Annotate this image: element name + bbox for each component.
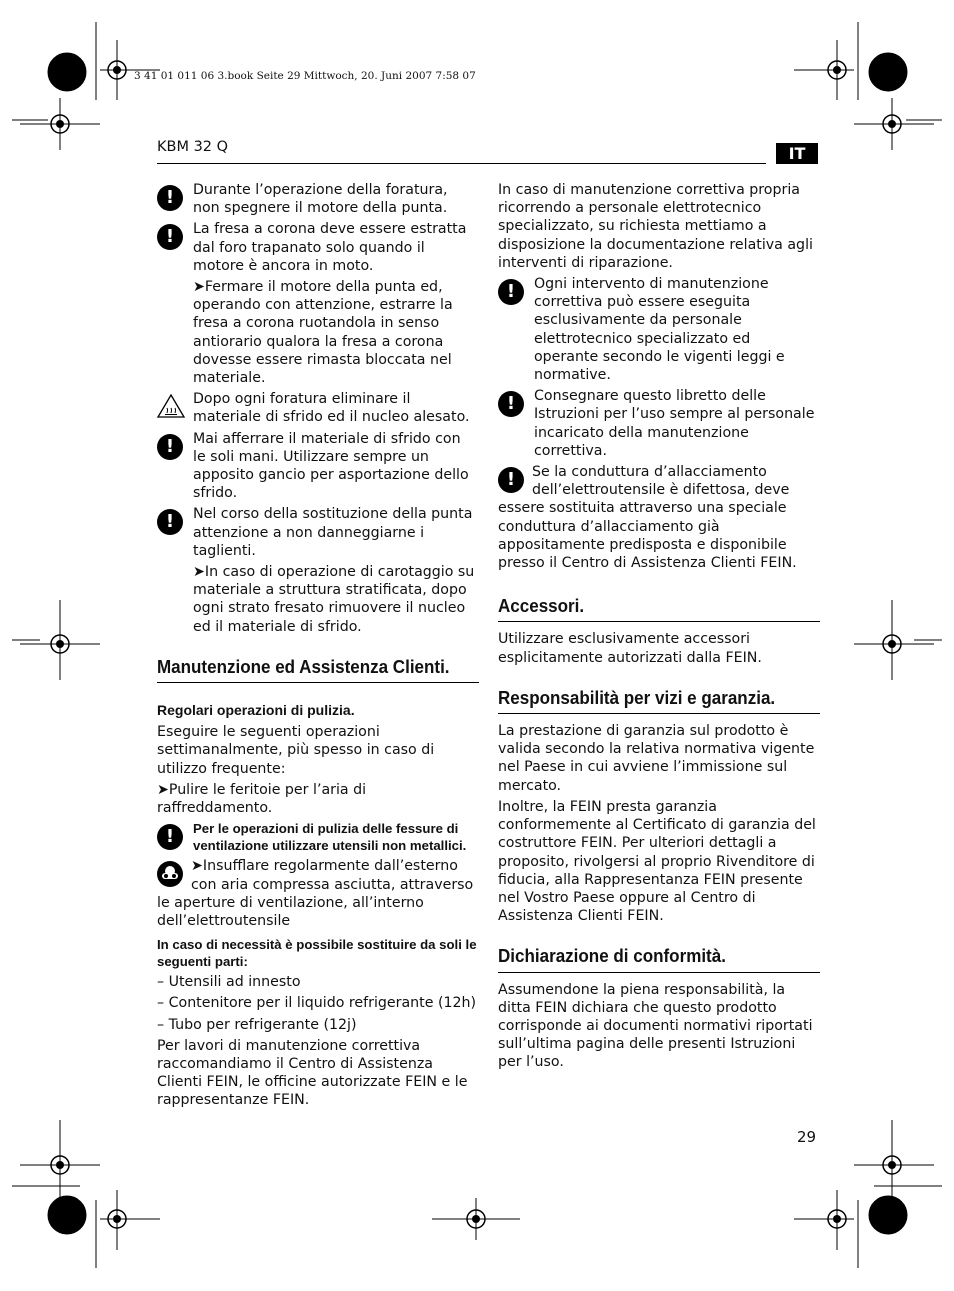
paragraph: Utilizzare esclusivamente accessori esplicitamente autorizzati dalla FEIN. bbox=[498, 631, 762, 666]
section-heading-accessories: Accessori. bbox=[498, 597, 820, 622]
warning-note bbox=[498, 387, 818, 460]
section-heading-conformity: Dichiarazione di conformità. bbox=[498, 947, 820, 972]
paragraph: Inoltre, la FEIN presta garanzia conformemente al Certificato di garanzia del costruttore FEIN. Per ulteriori dettagli a proposito, rivolgersi al proprio Rivenditore di fiducia, alla Rappresentanza FEIN presente nel Vostro Paese oppure al Centro di Assistenza Clienti FEIN. bbox=[498, 798, 816, 925]
list-item: – Contenitore per il liquido refrigerante (12h) bbox=[157, 995, 477, 1012]
note-text: Per le operazioni di pulizia delle fessure di ventilazione utilizzare utensili non metallici. bbox=[193, 821, 467, 854]
exclamation-icon: ! bbox=[498, 279, 524, 305]
step-text: ➤Insufflare regolarmente dall’esterno con aria compressa asciutta, attraverso le aperture di ventilazione, all’interno dell’elettroutensile bbox=[157, 858, 474, 929]
step-text: ➤Fermare il motore della punta ed, operando con attenzione, estrarre la fresa a corona ruotandola in senso antiorario qualora la fresa a corona dovesse essere rimasta bloccata nel materiale. bbox=[193, 279, 453, 387]
print-slug: 3 41 01 011 06 3.book Seite 29 Mittwoch, 20. Juni 2007 7:58 07 bbox=[134, 70, 476, 82]
hot-surface-warning-icon bbox=[157, 394, 185, 418]
right-column bbox=[498, 181, 818, 1075]
language-badge: IT bbox=[776, 143, 818, 164]
warning-note bbox=[498, 275, 818, 384]
page-number: 29 bbox=[797, 1128, 817, 1146]
note-text: Durante l’operazione della foratura, non spegnere il motore della punta. bbox=[193, 182, 448, 217]
warning-note bbox=[498, 463, 818, 575]
paragraph: Assumendone la piena responsabilità, la ditta FEIN dichiara che questo prodotto corrisponde ai documenti normativi riportati sull’ultima pagina delle presenti Istruzioni per l’uso. bbox=[498, 981, 813, 1071]
note-text: Ogni intervento di manutenzione correttiva può essere eseguita esclusivamente da personale elettrotecnico specializzato ed operante secondo le vigenti leggi e normative. bbox=[534, 276, 785, 384]
exclamation-icon: ! bbox=[157, 185, 183, 211]
section-heading-maintenance: Manutenzione ed Assistenza Clienti. bbox=[157, 658, 479, 683]
caution-note bbox=[157, 390, 477, 426]
safety-goggles-icon bbox=[157, 861, 183, 887]
list-item: – Utensili ad innesto bbox=[157, 974, 301, 991]
paragraph: Per lavori di manutenzione correttiva raccomandiamo il Centro di Assistenza Clienti FEIN, le officine autorizzate FEIN e le rappresentanze FEIN. bbox=[157, 1037, 468, 1109]
subheading-cleaning: Regolari operazioni di pulizia. bbox=[157, 702, 355, 719]
note-text: Mai afferrare il materiale di sfrido con le soli mani. Utilizzare sempre un apposito gancio per asportazione dello sfrido. bbox=[193, 430, 469, 502]
warning-note bbox=[157, 430, 477, 503]
header-rule bbox=[157, 163, 766, 164]
step-text: ➤In caso di operazione di carotaggio su materiale a struttura stratificata, dopo ogni strato fresato rimuovere il nucleo ed il materiale di sfrido. bbox=[193, 564, 475, 635]
note-text: Consegnare questo libretto delle Istruzioni per l’uso sempre al personale incaricato della manutenzione correttiva. bbox=[534, 388, 815, 459]
exclamation-icon: ! bbox=[157, 824, 183, 850]
exclamation-icon: ! bbox=[498, 391, 524, 417]
warning-note bbox=[157, 220, 477, 387]
paragraph: La prestazione di garanzia sul prodotto è valida secondo la relativa normativa vigente nel Paese in cui avviene l’immissione sul mercato. bbox=[498, 723, 815, 794]
exclamation-icon: ! bbox=[157, 509, 183, 535]
step-text: ➤Pulire le feritoie per l’aria di raffreddamento. bbox=[157, 781, 367, 817]
note-text: Dopo ogni foratura eliminare il materiale di sfrido ed il nucleo alesato. bbox=[193, 391, 470, 426]
model-title: KBM 32 Q bbox=[157, 139, 229, 155]
paragraph: In caso di manutenzione correttiva propria ricorrendo a personale elettrotecnico specializzato, su richiesta mettiamo a disposizione la documentazione relativa agli interventi di riparazione. bbox=[498, 182, 813, 271]
left-column bbox=[157, 181, 477, 1113]
note-text: Se la conduttura d’allacciamento dell’elettroutensile è difettosa, deve essere sostituita attraverso una speciale conduttura d’allacciamento già appositamente predisposta e disponibile presso il Centro di Assistenza Clienti FEIN. bbox=[498, 464, 797, 572]
paragraph: Eseguire le seguenti operazioni settimanalmente, più spesso in caso di utilizzo frequente: bbox=[157, 724, 435, 777]
list-item: – Tubo per refrigerante (12j) bbox=[157, 1016, 357, 1033]
parts-intro: In caso di necessità è possibile sostituire da soli le seguenti parti: bbox=[157, 937, 477, 970]
warning-note bbox=[157, 505, 477, 635]
warning-note bbox=[157, 181, 477, 217]
note-text: Nel corso della sostituzione della punta attenzione a non danneggiarne i taglienti. bbox=[193, 506, 473, 559]
exclamation-icon: ! bbox=[157, 224, 183, 250]
note-text: La fresa a corona deve essere estratta dal foro trapanato solo quando il motore è ancora in moto. bbox=[193, 221, 467, 274]
section-heading-warranty: Responsabilità per vizi e garanzia. bbox=[498, 689, 820, 714]
exclamation-icon: ! bbox=[157, 434, 183, 460]
eye-protection-note bbox=[157, 857, 477, 933]
exclamation-icon: ! bbox=[498, 467, 524, 493]
warning-note bbox=[157, 820, 477, 854]
